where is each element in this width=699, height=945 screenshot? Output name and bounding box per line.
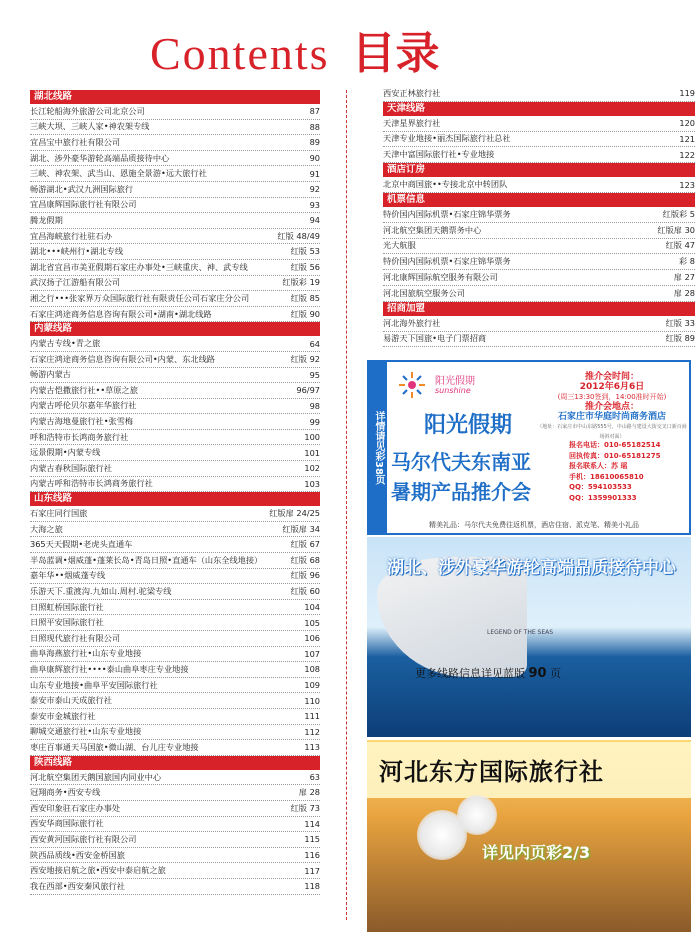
sun-flower-icon [395,370,429,400]
entry-name: 天津专业地接•丽杰国际旅行社总社 [383,133,511,144]
toc-entry[interactable] [30,725,320,741]
date-label: 推介会时间： [584,372,639,382]
entry-page: 115 [304,834,320,845]
section-heading: 内蒙线路 [30,322,320,336]
right-column [383,86,695,347]
toc-entry[interactable] [30,104,320,120]
entry-page: 100 [304,432,320,443]
entry-name: 易游天下国旅•电子门票招商 [383,333,487,344]
entry-name: 乐游天下.重渡沟.九如山.周村.驼梁专线 [30,586,172,597]
gift-text: 精美礼品：马尔代夫免费往返机票，酒店住宿、派克笔、精美小礼品 [429,521,639,529]
sunshine-ad[interactable] [367,360,691,535]
section-4 [383,302,695,348]
entry-page: 93 [309,199,320,210]
entry-name: 远景假期•内蒙专线 [30,447,101,458]
toc-entry[interactable] [383,239,695,255]
section-heading: 天津线路 [383,102,695,116]
cruise-ad[interactable] [367,537,691,737]
entry-page: 122 [679,149,695,160]
entry-page: 红版 92 [290,353,320,364]
entry-name: 日照虹桥国际旅行社 [30,601,104,612]
toc-entry[interactable] [383,286,695,302]
toc-entry[interactable] [383,177,695,193]
contact-text: 报名联系人：苏 瑶 [569,462,628,470]
toc-entry[interactable] [30,120,320,136]
ad-headline-1: 阳光假期 [424,413,513,438]
section-0 [383,86,695,102]
entry-page: 104 [304,602,320,613]
venue-address: （地址：石家庄市中山东路555号，中山路与建设大街交叉口新百商场斜对面） [537,424,687,440]
entry-page: 92 [309,184,320,195]
section-heading: 机票信息 [383,193,695,207]
brand-name-cn: 阳光假期 [435,376,475,387]
qq2-text: QQ：1359901333 [569,493,637,502]
entry-name: 冠翔商务•西安专线 [30,787,101,798]
entry-page: 114 [304,818,320,829]
footer-page: 90 [528,666,547,681]
section-1 [383,102,695,163]
toc-entry[interactable] [30,879,320,895]
entry-page: 123 [679,179,695,190]
toc-entry[interactable] [30,785,320,801]
entry-name: 我在西部•西安秦风旅行社 [30,880,125,891]
contact-info [569,440,687,503]
left-column [30,90,320,895]
mobile-text: 手机：18610065810 [569,472,644,481]
entry-name: 泰安市金城旅行社 [30,710,96,721]
entry-page: 111 [304,711,320,722]
entry-page: 扉 28 [298,787,320,798]
toc-entry[interactable] [30,198,320,214]
entry-name: 湖北、涉外豪华游轮高端品质接待中心 [30,152,170,163]
section-1 [30,322,320,492]
entry-page: 红版 56 [290,261,320,272]
entry-page: 红版 90 [290,308,320,319]
toc-entry[interactable] [30,244,320,260]
entry-page: 108 [304,664,320,675]
venue-name: 石家庄市华庭时尚商务酒店 [557,412,666,422]
entry-name: 山东专业地接•曲阜平安国际旅行社 [30,679,158,690]
entry-page: 红版彩 19 [282,277,320,288]
entry-name: 宜昌康辉国际旅行社有限公司 [30,199,137,210]
section-heading: 湖北线路 [30,90,320,104]
entry-page: 扉 28 [673,287,695,298]
toc-entry[interactable] [30,506,320,522]
entry-page: 扉 27 [673,272,695,283]
toc-entry[interactable] [30,537,320,553]
toc-entry[interactable] [30,832,320,848]
event-info [537,372,687,442]
entry-page: 95 [309,369,320,380]
toc-entry[interactable] [30,678,320,694]
entry-page: 红版扉 34 [282,523,320,534]
section-3 [383,193,695,302]
entry-page: 106 [304,633,320,644]
section-2 [383,163,695,193]
toc-entry[interactable] [30,770,320,786]
toc-entry[interactable] [383,223,695,239]
toc-entry[interactable] [30,260,320,276]
toc-entry[interactable] [30,569,320,585]
entry-page: 116 [304,850,320,861]
entry-name: 河北康辉国际航空服务有限公司 [383,272,498,283]
venue-label: 推介会地点： [584,402,639,412]
toc-entry[interactable] [30,740,320,756]
entry-name: 特价国内国际机票•石家庄锦华票务 [383,208,511,219]
entry-name: 特价国内国际机票•石家庄锦华票务 [383,256,511,267]
toc-entry[interactable] [30,848,320,864]
toc-entry[interactable] [30,662,320,678]
sunshine-logo [395,370,495,400]
entry-name: 光大航服 [383,240,416,251]
toc-entry[interactable] [30,709,320,725]
entry-name: 365天天假期•老虎头直通车 [30,539,133,550]
column-divider [346,90,347,920]
toc-entry[interactable] [30,291,320,307]
entry-name: 内蒙古专线•青之旅 [30,338,101,349]
entry-page: 110 [304,695,320,706]
entry-name: 长江轮船海外旅游公司北京公司 [30,105,145,116]
toc-entry[interactable] [383,147,695,163]
entry-page: 64 [309,338,320,349]
section-2 [30,492,320,756]
fax-text: 回执传真：010-65181275 [569,451,661,460]
toc-entry[interactable] [30,368,320,384]
cruise-footer [415,665,561,681]
entry-name: 曲阜海燕旅行社•山东专业地接 [30,648,142,659]
entry-page: 91 [309,168,320,179]
toc-entry[interactable] [30,229,320,245]
footer-suffix: 页 [550,667,562,680]
entry-name: 泰安市泰山天成旅行社 [30,695,112,706]
dandelion-image [457,795,497,835]
entry-page: 118 [304,881,320,892]
toc-entry[interactable] [30,863,320,879]
section-heading: 陕西线路 [30,756,320,770]
section-0 [30,90,320,322]
entry-page: 98 [309,400,320,411]
entry-name: 西安黄河国际旅行社有限公司 [30,833,137,844]
toc-entry[interactable] [383,254,695,270]
entry-page: 红版扉 30 [657,224,695,235]
entry-name: 内蒙古春秋国际旅行社 [30,462,112,473]
entry-page: 121 [679,133,695,144]
entry-name: 半岛蓝调•烟威蓬•蓬莱长岛•青岛日照•直通车（山东全线地接） [30,554,263,565]
entry-name: 畅游内蒙古 [30,369,71,380]
title-chinese: 目录 [351,28,440,79]
dongfang-ad[interactable] [367,740,691,932]
entry-name: 内蒙古呼和浩特市长鸿商务旅行社 [30,478,153,489]
entry-page: 红版 47 [665,240,695,251]
entry-name: 腾龙假期 [30,214,63,225]
ad-side-note: 详情请见彩38页 [369,362,387,533]
toc-entry[interactable] [30,213,320,229]
entry-name: 西安正林旅行社 [383,87,441,98]
entry-name: 河北国旅航空服务公司 [383,287,465,298]
entry-name: 枣庄百事通天马国旅•微山湖、台儿庄专业地接 [30,741,199,752]
entry-page: 94 [309,215,320,226]
ad-headline-3: 暑期产品推介会 [391,480,531,504]
entry-page: 红版 89 [665,333,695,344]
entry-page: 红版 48/49 [277,230,320,241]
toc-entry[interactable] [383,86,695,102]
cruise-headline: 湖北、涉外豪华游轮高端品质接待中心 [387,558,676,578]
entry-page: 107 [304,648,320,659]
dongfang-subline: 详见内页彩2/3 [482,843,591,862]
section-heading: 山东线路 [30,492,320,506]
toc-entry[interactable] [30,801,320,817]
toc-entry[interactable] [383,316,695,332]
title-english: Contents [150,28,330,79]
entry-name: 宜昌海峡旅行社驻石办 [30,230,112,241]
event-date: 2012年6月6日 [579,382,645,392]
entry-name: 河北海外旅行社 [383,317,441,328]
entry-page: 119 [679,88,695,99]
toc-entry[interactable] [30,182,320,198]
entry-page: 102 [304,463,320,474]
entry-name: 三峡大坝、三峡人家•神农架专线 [30,121,150,132]
toc-entry[interactable] [30,414,320,430]
entry-page: 117 [304,865,320,876]
entry-name: 湖北省宜昌市美亚假期石家庄办事处•三峡重庆、神、武专线 [30,261,248,272]
entry-page: 88 [309,121,320,132]
toc-entry[interactable] [30,336,320,352]
ad-headline-2: 马尔代夫东南亚 [391,450,531,474]
toc-entry[interactable] [30,399,320,415]
toc-entry[interactable] [30,276,320,292]
entry-name: 石家庄鸿途商务信息咨询有限公司•湖南•湖北线路 [30,308,212,319]
entry-page: 红版 96 [290,570,320,581]
toc-entry[interactable] [30,135,320,151]
entry-name: 石家庄同行国旅 [30,508,88,519]
toc-entry[interactable] [30,817,320,833]
toc-entry[interactable] [383,116,695,132]
entry-page: 87 [309,106,320,117]
entry-name: 天津中富国际旅行社•专业地接 [383,149,495,160]
toc-entry[interactable] [383,332,695,348]
entry-name: 宜昌宝中旅行社有限公司 [30,136,121,147]
entry-name: 北京中商国旅••专接北京中转团队 [383,179,508,190]
toc-entry[interactable] [30,553,320,569]
toc-entry[interactable] [383,132,695,148]
toc-entry[interactable] [30,461,320,477]
entry-name: 畅游湖北•武汉九洲国际旅行 [30,183,134,194]
entry-name: 三峡、神农架、武当山、恩施全景游•远大旅行社 [30,168,207,179]
time-note: (周三13:30签到，14:00准时开始) [557,393,667,401]
toc-entry[interactable] [30,166,320,182]
entry-name: 内蒙古恺撒旅行社••草原之旅 [30,384,138,395]
entry-page: 90 [309,153,320,164]
entry-name: 河北航空集团天鹅国旅国内同业中心 [30,771,162,782]
entry-page: 彩 8 [679,256,695,267]
footer-prefix: 更多线路信息详见蓝版 [415,667,525,680]
entry-name: 日照现代旅行社有限公司 [30,632,121,643]
entry-page: 红版 68 [290,554,320,565]
entry-page: 89 [309,137,320,148]
entry-name: 陕西品质线•西安金桥国旅 [30,849,125,860]
section-heading: 酒店订房 [383,163,695,177]
toc-entry[interactable] [30,522,320,538]
entry-name: 日照平安国际旅行社 [30,617,104,628]
qq1-text: QQ：594103533 [569,483,632,491]
entry-page: 113 [304,742,320,753]
toc-entry[interactable] [383,270,695,286]
entry-page: 99 [309,416,320,427]
entry-name: 武汉扬子江游船有限公司 [30,277,121,288]
entry-page: 63 [309,772,320,783]
entry-name: 曲阜康辉旅行社••••泰山曲阜枣庄专业地接 [30,663,189,674]
brand-name-en: sunshine [435,386,471,395]
page-title [150,20,440,80]
toc-entry[interactable] [30,151,320,167]
entry-name: 河北航空集团天鹅票务中心 [383,224,482,235]
entry-page: 109 [304,680,320,691]
entry-name: 呼和浩特市长鸿商务旅行社 [30,431,129,442]
entry-page: 红版 73 [290,802,320,813]
entry-name: 大海之旅 [30,523,63,534]
toc-entry[interactable] [30,693,320,709]
entry-page: 120 [679,118,695,129]
toc-entry[interactable] [30,647,320,663]
entry-page: 96/97 [296,385,320,396]
section-heading: 招商加盟 [383,302,695,316]
entry-name: 天津星界旅行社 [383,117,441,128]
entry-name: 石家庄鸿途商务信息咨询有限公司•内蒙、东北线路 [30,353,215,364]
toc-entry[interactable] [30,584,320,600]
toc-entry[interactable] [30,352,320,368]
entry-page: 红版 33 [665,317,695,328]
entry-page: 红版 60 [290,586,320,597]
entry-page: 红版扉 24/25 [269,508,320,519]
entry-page: 105 [304,617,320,628]
toc-entry[interactable] [30,307,320,323]
entry-name: 内蒙古海地曼旅行社•张雪梅 [30,416,134,427]
entry-page: 红版彩 5 [662,208,695,219]
toc-entry[interactable] [30,615,320,631]
ship-name: LEGEND OF THE SEAS [487,629,554,636]
entry-page: 红版 67 [290,539,320,550]
dongfang-headline: 河北东方国际旅行社 [379,758,604,786]
section-3 [30,756,320,895]
entry-name: 湖北•••峡州行•湖北专线 [30,246,124,257]
toc-entry[interactable] [30,477,320,493]
phone-text: 报名电话：010-65182514 [569,441,661,449]
toc-entry[interactable] [30,600,320,616]
toc-entry[interactable] [30,445,320,461]
entry-name: 聊城交通旅行社•山东专业地接 [30,726,142,737]
entry-name: 嘉年华••烟威蓬专线 [30,570,106,581]
entry-name: 湘之行•••张家界万众国际旅行社有限责任公司石家庄分公司 [30,292,250,303]
toc-entry[interactable] [30,383,320,399]
entry-name: 西安印象驻石家庄办事处 [30,802,121,813]
entry-page: 101 [304,447,320,458]
toc-entry[interactable] [30,631,320,647]
toc-entry[interactable] [383,207,695,223]
entry-page: 红版 53 [290,246,320,257]
entry-page: 103 [304,478,320,489]
entry-page: 红版 85 [290,292,320,303]
entry-name: 西安华商国际旅行社 [30,818,104,829]
entry-name: 西安地接启航之旅•西安中泰启航之旅 [30,865,166,876]
toc-entry[interactable] [30,430,320,446]
entry-name: 内蒙古呼伦贝尔嘉年华旅行社 [30,400,137,411]
entry-page: 112 [304,726,320,737]
